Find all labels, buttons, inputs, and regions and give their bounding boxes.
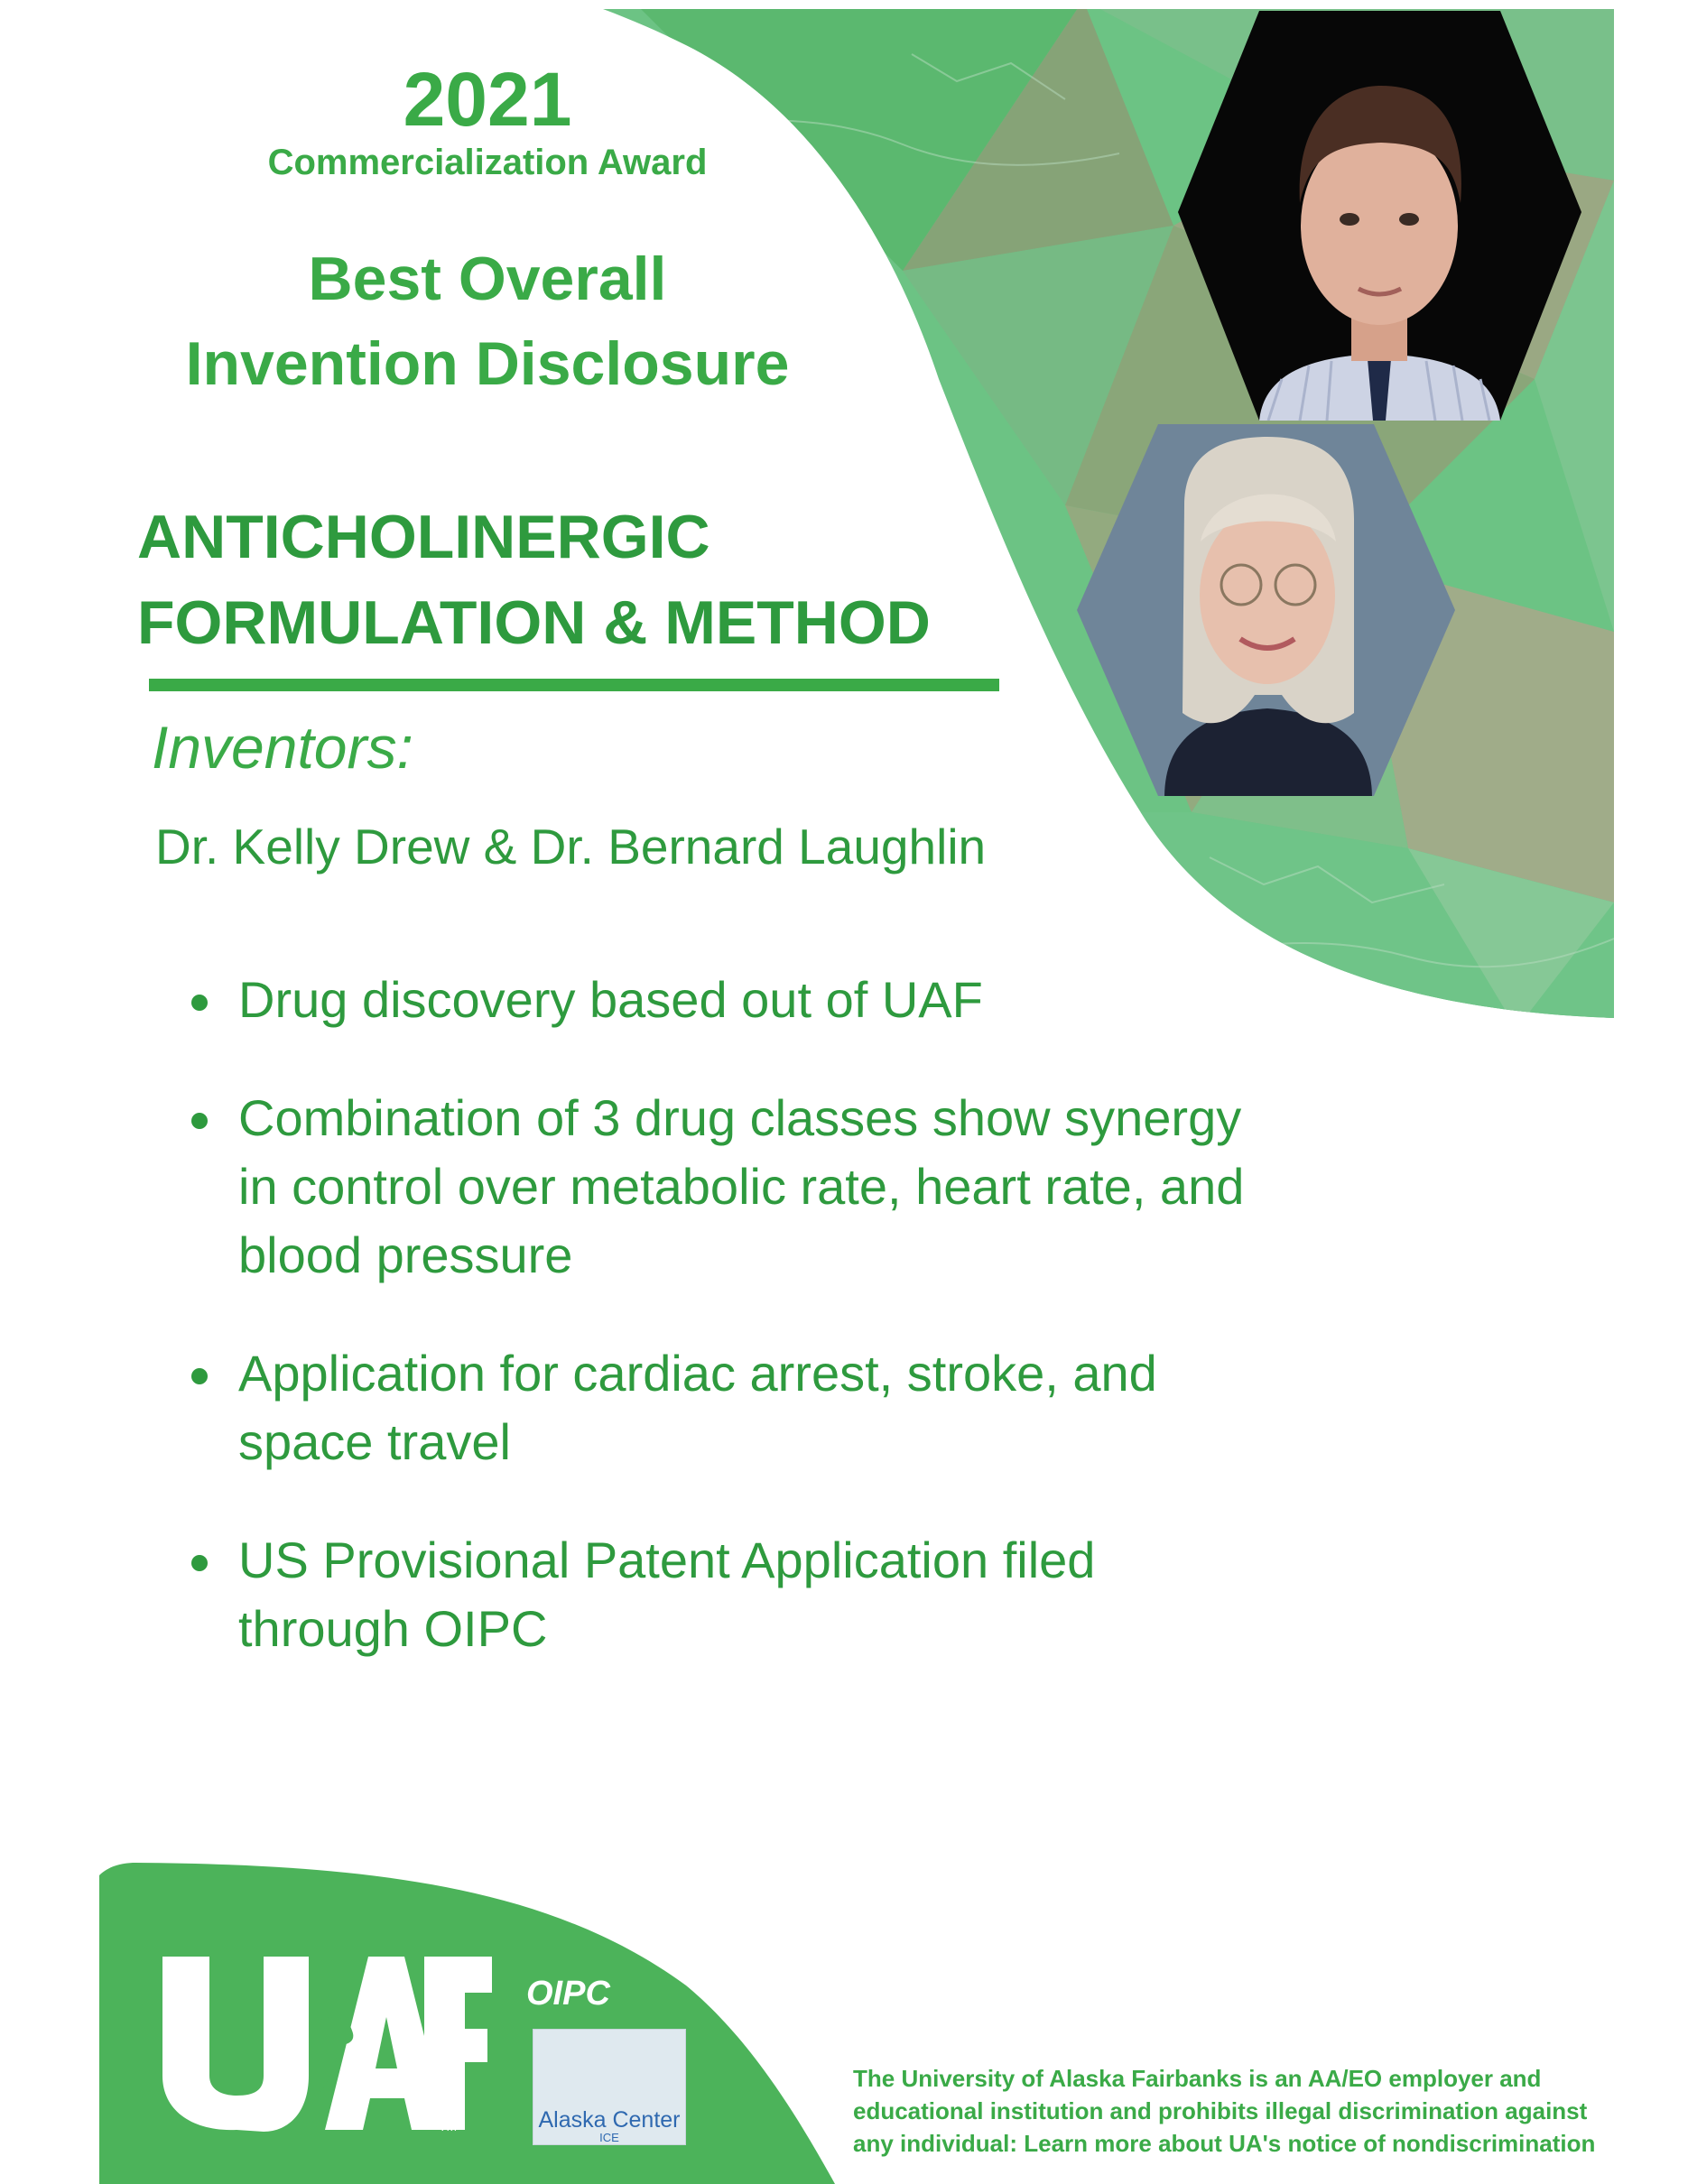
invention-title-line: FORMULATION & METHOD <box>137 588 931 657</box>
bullet-icon <box>191 1368 208 1384</box>
award-category-line: Invention Disclosure <box>185 329 790 398</box>
inventors-label: Inventors: <box>152 714 413 781</box>
list-item-line: Drug discovery based out of UAF <box>238 971 983 1028</box>
award-year: 2021 <box>403 57 572 142</box>
ice-logo-subtitle: ICE <box>599 2131 619 2144</box>
notice-line: The University of Alaska Fairbanks is an AA/EO employer and <box>853 2065 1542 2092</box>
bullet-icon <box>191 1555 208 1571</box>
title-divider <box>149 679 999 691</box>
ice-logo <box>533 2029 686 2145</box>
bullet-icon <box>191 995 208 1011</box>
nondiscrimination-notice <box>853 2062 1602 2160</box>
notice-line: any individual: Learn more about UA's notice of nondiscrimination <box>853 2130 1596 2157</box>
list-item <box>181 1526 1462 1663</box>
award-name: Commercialization Award <box>267 143 708 182</box>
bullet-icon <box>191 1113 208 1129</box>
invention-title-line: ANTICHOLINERGIC <box>137 503 710 571</box>
list-item-line: through OIPC <box>238 1600 548 1657</box>
list-item <box>181 966 1462 1034</box>
list-item-line: blood pressure <box>238 1226 573 1283</box>
list-item-line: in control over metabolic rate, heart rate, and <box>238 1158 1245 1215</box>
notice-line: educational institution and prohibits illegal discrimination against <box>853 2097 1588 2124</box>
list-item-line: space travel <box>238 1413 511 1470</box>
award-category-line: Best Overall <box>308 245 667 313</box>
oipc-label: OIPC <box>526 1975 610 2013</box>
list-item-line: US Provisional Patent Application filed <box>238 1532 1096 1588</box>
trademark-mark: TM <box>439 2119 458 2133</box>
highlights-list <box>181 966 1462 1713</box>
invention-title <box>137 495 1040 666</box>
list-item <box>181 1084 1462 1290</box>
list-item <box>181 1339 1462 1476</box>
list-item-line: Application for cardiac arrest, stroke, and <box>238 1345 1157 1402</box>
award-category <box>135 236 839 406</box>
footer-green-band <box>99 1863 835 2184</box>
inventors-names: Dr. Kelly Drew & Dr. Bernard Laughlin <box>155 819 987 875</box>
ice-logo-title: Alaska Center <box>538 2107 681 2133</box>
list-item-line: Combination of 3 drug classes show synergy <box>238 1089 1242 1146</box>
